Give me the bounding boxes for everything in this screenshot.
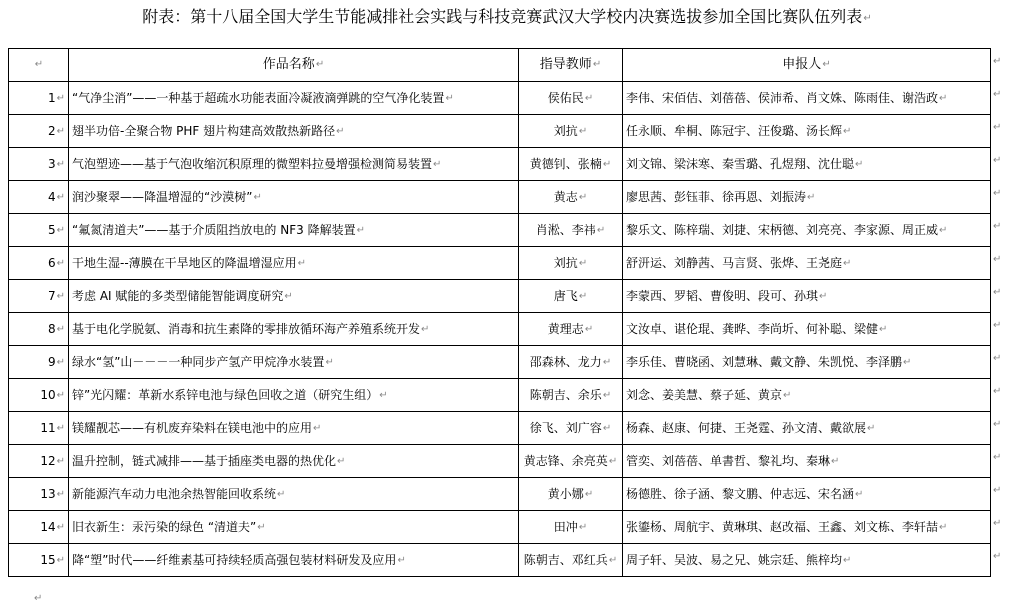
team-list-table [8, 48, 991, 577]
paragraph-mark-icon: ↵ [867, 422, 876, 434]
paragraph-mark-icon: ↵ [56, 554, 65, 566]
paragraph-mark-icon: ↵ [578, 191, 588, 203]
paragraph-mark-icon: ↵ [843, 257, 852, 269]
row-number: 9↵ [9, 346, 69, 379]
row-end-mark-icon: ↵ [993, 485, 1002, 496]
paragraph-mark-icon: ↵ [315, 59, 325, 70]
advisor-names: 黄德钊、张楠↵ [519, 148, 623, 181]
row-end-mark-icon: ↵ [993, 254, 1002, 265]
row-end-mark-icon: ↵ [993, 320, 1002, 331]
row-number: 14↵ [9, 511, 69, 544]
paragraph-mark-icon: ↵ [592, 59, 602, 70]
table-row [9, 148, 991, 181]
applicant-names: 刘文锦、梁沫寒、秦雪璐、孔煜翔、沈仕聪↵ [623, 148, 991, 181]
advisor-names: 肖淞、李祎↵ [519, 214, 623, 247]
table-row [9, 346, 991, 379]
table-row [9, 412, 991, 445]
paragraph-mark-icon: ↵ [277, 488, 286, 500]
row-end-mark-icon: ↵ [993, 551, 1002, 562]
paragraph-mark-icon: ↵ [356, 224, 365, 236]
paragraph-mark-icon: ↵ [56, 191, 65, 203]
project-title: 旧衣新生：汞污染的绿色 “清道夫”↵ [69, 511, 519, 544]
table-row [9, 214, 991, 247]
table-row [9, 478, 991, 511]
applicant-names: 黎乐文、陈梓瑞、刘捷、宋柄德、刘亮亮、李家源、周正威↵ [623, 214, 991, 247]
row-end-mark-icon: ↵ [993, 518, 1002, 529]
table-row [9, 445, 991, 478]
paragraph-mark-icon: ↵ [56, 323, 65, 335]
paragraph-mark-icon: ↵ [34, 593, 43, 604]
paragraph-mark-icon: ↵ [297, 257, 307, 269]
paragraph-mark-icon: ↵ [56, 257, 65, 269]
advisor-names: 陈朝吉、余乐↵ [519, 379, 623, 412]
paragraph-mark-icon: ↵ [863, 13, 872, 24]
project-title: 翅半功倍-全聚合物 PHF 翅片构建高效散热新路径↵ [69, 115, 519, 148]
applicant-names: 周子轩、吴波、易之兄、姚宗廷、熊梓均↵ [623, 544, 991, 577]
paragraph-mark-icon: ↵ [253, 191, 262, 203]
row-number: 1↵ [9, 82, 69, 115]
paragraph-mark-icon: ↵ [421, 323, 430, 335]
advisor-names: 陈朝吉、邓红兵↵ [519, 544, 623, 577]
paragraph-mark-icon: ↵ [903, 356, 912, 368]
applicant-names: 刘念、姜美慧、蔡子延、黄京↵ [623, 379, 991, 412]
applicant-names: 张鎏杨、周航宇、黄琳琪、赵改福、王鑫、刘文栋、李轩喆↵ [623, 511, 991, 544]
paragraph-mark-icon: ↵ [56, 488, 65, 500]
advisor-names: 侯佑民↵ [519, 82, 623, 115]
project-title: 绿水“氢”山－－－一种同步产氢产甲烷净水装置↵ [69, 346, 519, 379]
row-end-mark-icon: ↵ [993, 386, 1002, 397]
table-row [9, 82, 991, 115]
paragraph-mark-icon: ↵ [56, 92, 65, 104]
paragraph-mark-icon: ↵ [34, 59, 44, 70]
paragraph-mark-icon: ↵ [56, 224, 65, 236]
applicant-names: 舒汧运、刘静茜、马言贤、张烨、王尧庭↵ [623, 247, 991, 280]
row-number: 2↵ [9, 115, 69, 148]
row-number: 12↵ [9, 445, 69, 478]
row-end-mark-icon: ↵ [993, 155, 1002, 166]
applicant-names: 杨德胜、徐子涵、黎文鹏、仲志远、宋名涵↵ [623, 478, 991, 511]
table-row [9, 511, 991, 544]
paragraph-mark-icon: ↵ [56, 389, 65, 401]
paragraph-mark-icon: ↵ [257, 521, 266, 533]
table-row [9, 280, 991, 313]
advisor-names: 黄志锋、余亮英↵ [519, 445, 623, 478]
header-teacher: 指导教师↵ [519, 49, 623, 82]
row-number: 6↵ [9, 247, 69, 280]
paragraph-mark-icon: ↵ [807, 191, 816, 203]
project-title: 润沙聚翠——降温增湿的“沙漠树”↵ [69, 181, 519, 214]
project-title: 温升控制，链式减排——基于插座类电器的热优化↵ [69, 445, 519, 478]
advisor-names: 刘抗↵ [519, 115, 623, 148]
row-end-mark-icon: ↵ [993, 287, 1002, 298]
paragraph-mark-icon: ↵ [284, 290, 293, 302]
row-number: 3↵ [9, 148, 69, 181]
row-end-mark-icon: ↵ [993, 419, 1002, 430]
applicant-names: 李蒙西、罗韬、曹俊明、段可、孙琪↵ [623, 280, 991, 313]
advisor-names: 邵森林、龙力↵ [519, 346, 623, 379]
paragraph-mark-icon: ↵ [584, 323, 594, 335]
project-title: 锌”光闪耀：革新水系锌电池与绿色回收之道（研究生组）↵ [69, 379, 519, 412]
paragraph-mark-icon: ↵ [325, 356, 334, 368]
advisor-names: 黄小娜↵ [519, 478, 623, 511]
header-title: 作品名称↵ [69, 49, 519, 82]
paragraph-mark-icon: ↵ [783, 389, 792, 401]
paragraph-mark-icon: ↵ [608, 455, 618, 467]
project-title: 新能源汽车动力电池余热智能回收系统↵ [69, 478, 519, 511]
paragraph-mark-icon: ↵ [596, 224, 606, 236]
paragraph-mark-icon: ↵ [855, 488, 864, 500]
row-end-mark-icon: ↵ [993, 452, 1002, 463]
paragraph-mark-icon: ↵ [56, 422, 65, 434]
row-end-mark-icon: ↵ [993, 56, 1002, 67]
document-title: 附表：第十八届全国大学生节能减排社会实践与科技竞赛武汉大学校内决赛选拔参加全国比赛队伍列表↵ [142, 7, 872, 26]
paragraph-mark-icon: ↵ [819, 290, 828, 302]
row-number: 8↵ [9, 313, 69, 346]
row-end-mark-icon: ↵ [993, 221, 1002, 232]
paragraph-mark-icon: ↵ [56, 356, 65, 368]
project-title: “氟氮清道夫”——基于介质阻挡放电的 NF3 降解装置↵ [69, 214, 519, 247]
paragraph-mark-icon: ↵ [56, 455, 65, 467]
row-number: 4↵ [9, 181, 69, 214]
advisor-names: 黄理志↵ [519, 313, 623, 346]
table-header-row [9, 49, 991, 82]
paragraph-mark-icon: ↵ [822, 59, 831, 70]
paragraph-mark-icon: ↵ [879, 323, 888, 335]
paragraph-mark-icon: ↵ [397, 554, 406, 566]
paragraph-mark-icon: ↵ [584, 92, 594, 104]
table-body [9, 82, 991, 577]
project-title: 基于电化学脱氨、消毒和抗生素降的零排放循环海产养殖系统开发↵ [69, 313, 519, 346]
paragraph-mark-icon: ↵ [602, 356, 612, 368]
row-end-mark-icon: ↵ [993, 89, 1002, 100]
project-title: 气泡塑迹——基于气泡收缩沉积原理的微塑料拉曼增强检测简易装置↵ [69, 148, 519, 181]
paragraph-mark-icon: ↵ [578, 290, 588, 302]
applicant-names: 廖思茜、彭钰菲、徐再恩、刘振涛↵ [623, 181, 991, 214]
advisor-names: 唐飞↵ [519, 280, 623, 313]
project-title: 干地生湿--薄膜在干旱地区的降温增湿应用↵ [69, 247, 519, 280]
paragraph-mark-icon: ↵ [379, 389, 388, 401]
applicant-names: 杨森、赵康、何捷、王尧霆、孙文清、戴欲展↵ [623, 412, 991, 445]
paragraph-mark-icon: ↵ [602, 158, 612, 170]
paragraph-mark-icon: ↵ [578, 257, 588, 269]
table-row [9, 181, 991, 214]
paragraph-mark-icon: ↵ [56, 158, 65, 170]
applicant-names: 管奕、刘蓓蓓、单書哲、黎礼均、秦琳↵ [623, 445, 991, 478]
header-members: 申报人↵ [623, 49, 991, 82]
paragraph-mark-icon: ↵ [56, 290, 65, 302]
applicant-names: 任永顺、牟桐、陈冠宇、汪俊璐、汤长辉↵ [623, 115, 991, 148]
paragraph-mark-icon: ↵ [602, 422, 612, 434]
paragraph-mark-icon: ↵ [602, 389, 612, 401]
table-row [9, 115, 991, 148]
row-number: 5↵ [9, 214, 69, 247]
row-number: 11↵ [9, 412, 69, 445]
advisor-names: 徐飞、刘广容↵ [519, 412, 623, 445]
row-end-mark-icon: ↵ [993, 353, 1002, 364]
row-number: 7↵ [9, 280, 69, 313]
row-number: 15↵ [9, 544, 69, 577]
paragraph-mark-icon: ↵ [445, 92, 454, 104]
paragraph-mark-icon: ↵ [336, 125, 345, 137]
project-title: “气净尘消”——一种基于超疏水功能表面冷凝液滴弹跳的空气净化装置↵ [69, 82, 519, 115]
paragraph-mark-icon: ↵ [608, 554, 618, 566]
applicant-names: 李乐佳、曹晓函、刘慧琳、戴文静、朱凯悦、李泽鹏↵ [623, 346, 991, 379]
paragraph-mark-icon: ↵ [939, 521, 948, 533]
paragraph-mark-icon: ↵ [855, 158, 864, 170]
project-title: 降“塑”时代——纤维素基可持续轻质高强包装材料研发及应用↵ [69, 544, 519, 577]
advisor-names: 刘抗↵ [519, 247, 623, 280]
row-end-mark-icon: ↵ [993, 122, 1002, 133]
paragraph-mark-icon: ↵ [843, 554, 852, 566]
paragraph-mark-icon: ↵ [337, 455, 346, 467]
project-title: 考虑 AI 赋能的多类型储能智能调度研究↵ [69, 280, 519, 313]
advisor-names: 黄志↵ [519, 181, 623, 214]
paragraph-mark-icon: ↵ [843, 125, 852, 137]
applicant-names: 李伟、宋佰佶、刘蓓蓓、侯沛希、肖文姝、陈雨佳、谢浩政↵ [623, 82, 991, 115]
paragraph-mark-icon: ↵ [578, 125, 588, 137]
row-number: 13↵ [9, 478, 69, 511]
table-row [9, 313, 991, 346]
header-number [9, 49, 69, 82]
table-row [9, 379, 991, 412]
paragraph-mark-icon: ↵ [584, 488, 594, 500]
paragraph-mark-icon: ↵ [939, 224, 948, 236]
paragraph-mark-icon: ↵ [313, 422, 322, 434]
paragraph-mark-icon: ↵ [578, 521, 588, 533]
applicant-names: 文汝卓、谌伦琨、龚晔、李尚圻、何补聪、梁健↵ [623, 313, 991, 346]
paragraph-mark-icon: ↵ [56, 125, 65, 137]
paragraph-mark-icon: ↵ [939, 92, 948, 104]
table-row [9, 544, 991, 577]
paragraph-mark-icon: ↵ [831, 455, 840, 467]
row-number: 10↵ [9, 379, 69, 412]
project-title: 镁耀靓芯——有机废弃染料在镁电池中的应用↵ [69, 412, 519, 445]
advisor-names: 田冲↵ [519, 511, 623, 544]
table-row [9, 247, 991, 280]
paragraph-mark-icon: ↵ [433, 158, 442, 170]
row-end-mark-icon: ↵ [993, 188, 1002, 199]
paragraph-mark-icon: ↵ [56, 521, 65, 533]
